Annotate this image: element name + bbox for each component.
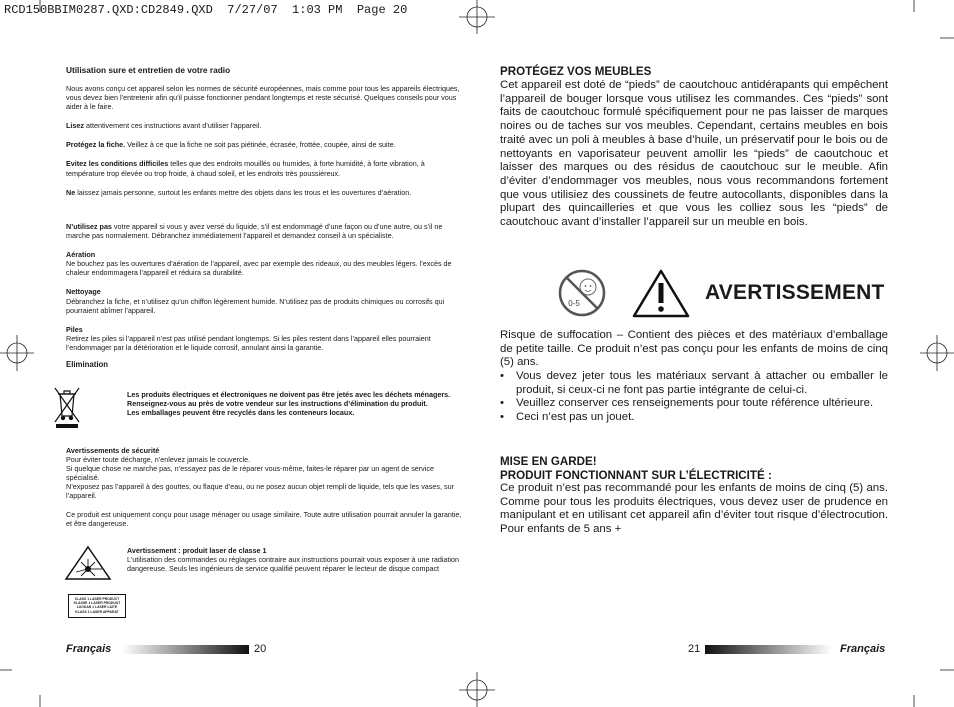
left-footer-language: Français xyxy=(66,643,112,655)
warning-bullets xyxy=(500,370,888,425)
intro-text: Nous avons conçu cet appareil selon les normes de sécurité européennes, mais comme pour tous les appareils électriques, vous devez bien l’entretenir afin qu’il puisse fonctionner pendant longtemps et reste sécurisé. Quelques conseils pour vous aider à le faire. xyxy=(66,84,460,112)
crosshair-icon xyxy=(459,0,495,34)
no-children-0-5-icon xyxy=(556,268,608,318)
right-footer-language: Français xyxy=(840,643,886,655)
laser-warning-icon xyxy=(64,545,112,581)
elimination-text: Les produits électriques et électroniques ne doivent pas être jetés avec les déchets ménagers. Renseignez-vous au près de votre vendeur sur les instructions d’élimination du produit. Les emballages peuvent être recyclés dans les conteneurs locaux. xyxy=(127,390,451,418)
right-page-number: 21 xyxy=(688,643,701,655)
left-page-number: 20 xyxy=(254,643,267,655)
left-title: Utilisation sure et entretien de votre radio xyxy=(66,65,231,75)
left-safety-text xyxy=(66,84,462,207)
crosshair-icon xyxy=(920,335,954,371)
left-footer-bar xyxy=(122,645,249,654)
list-item: • Ceci n’est pas un jouet. xyxy=(500,411,888,425)
elimination-title: Elimination xyxy=(66,360,109,369)
nutilisez-paragraph: N’utilisez pas votre appareil si vous y avez versé du liquide, s’il est endommagé d’une façon ou d’une autre, ou s’il ne marche pas normalement. Débranchez immédiatement l’appareil et demandez conseil à un spécialiste. xyxy=(66,222,443,241)
evitez-paragraph: Evitez les conditions difficiles telles que des endroits mouillés ou humides, à forte humidité, à forte vibration, à température trop élevée ou trop froide, à chaud soleil, et les endroits très poussiéreux. xyxy=(66,159,425,178)
garde-title: MISE EN GARDE! PRODUIT FONCTIONNANT SUR L’ÉLECTRICITÉ : xyxy=(500,455,772,482)
weee-bin-icon xyxy=(52,384,82,430)
aeration-paragraph: Aération Ne bouchez pas les ouvertures d’aération de l’appareil, avec par exemple des rideaux, ou des meubles légers. l’excès de chaleur endommagera l’appareil et réduira sa durabilité. xyxy=(66,250,452,278)
laser-product-label: CLASS 1 LASER PRODUCT KLASSE 1 LASER PRODUKT LUOKAN 1 LASER LAITE KLASS 1 LASER APPARAT xyxy=(68,594,126,618)
lisez-paragraph: Lisez attentivement ces instructions avant d’utiliser l’appareil. xyxy=(66,121,262,131)
warning-text: Risque de suffocation – Contient des pièces et des matériaux d’emballage de petite taille. Ce produit n’est pas conçu pour les enfants de moins de cinq (5) ans. xyxy=(500,329,888,369)
crosshair-icon xyxy=(459,672,495,707)
garde-text: Ce produit n’est pas recommandé pour les enfants de moins de cinq (5) ans. Comme pour tous les produits électriques, vous devez user de prudence en manipulant et en utilisant cet appareil afin d’éviter tout risque d’électrocution. Pour enfants de 5 ans + xyxy=(500,482,888,536)
svg-text:0-5: 0-5 xyxy=(568,299,580,308)
list-item: • Veuillez conserver ces renseignements pour toute référence ultérieure. xyxy=(500,397,888,411)
crosshair-icon xyxy=(0,335,34,371)
left-maintenance-text xyxy=(66,222,462,362)
meubles-title: PROTÉGEZ VOS MEUBLES xyxy=(500,65,652,78)
ne-paragraph: Ne laissez jamais personne, surtout les enfants mettre des objets dans les trous et les ouvertures d’aération. xyxy=(66,187,412,197)
right-footer-bar xyxy=(705,645,832,654)
warning-triangle-icon xyxy=(631,268,691,318)
avertissements-block: Avertissements de sécurité Pour éviter toute décharge, n’enlevez jamais le couvercle. Si quelque chose ne marche pas, n’essayez pas de le réparer vous-même, faites-le réparer par un agent de service spécialisé. N’exposez pas l’appareil à des gouttes, ou flaque d’eau, ou ne posez aucun objet rempli de liquide, tels que les vases, sur l’appareil. Ce produit est uniquement conçu pour usage ménager ou usage similaire. Toute autre utilisation pourrait annuler la garantie, et être dangereuse. xyxy=(66,446,462,528)
meubles-text: Cet appareil est doté de “pieds” de caoutchouc antidérapants qui empêchent l’appareil de bouger lorsque vous utilisez les commandes. Ces “pieds” sont faits de caoutchouc formulé spécifiquement pour ne pas laisser de marques noires ou de taches sur vos meubles. Cependant, certains meubles en bois traité avec un poli à meubles à base d’huile, un préservatif pour le bois ou de nettoyants en vaporisateur peuvent amollir les “pieds” de caoutchouc et laisser des marques ou des résidus de caoutchouc sur le meuble. Afin d’éviter d’endommager vos meubles, nous vous recommandons fortement que vous utilisiez des coussinets de feutre autocollants, disponibles dans la plupart des quincailleries et que vous les colliez sous les “pieds” de caoutchouc avant d’installer l’appareil sur un meuble en bois. xyxy=(500,79,888,229)
laser-text: Avertissement : produit laser de classe 1 L’utilisation des commandes ou réglages contraire aux instructions pourrait vous exposer à une radiation dangereuse. Seuls les ingénieurs de service qualifié peuvent réparer le lecteur de disque compact xyxy=(127,546,460,574)
warning-title: AVERTISSEMENT xyxy=(705,281,885,304)
piles-paragraph: Piles Retirez les piles si l’appareil n’est pas utilisé pendant longtemps. Si les piles restent dans l’appareil elles pourraient l’endommager par la détérioration et le liquide corrosif, annulant ainsi la garantie. xyxy=(66,324,431,352)
list-item: • Vous devez jeter tous les matériaux servant à attacher ou emballer le produit, si ceux-ci ne font pas partie intégrante de celui-ci. xyxy=(500,370,888,397)
print-header: RCD150BBIM0287.QXD:CD2849.QXD 7/27/07 1:03 PM Page 20 xyxy=(4,3,408,17)
nettoyage-paragraph: Nettoyage Débranchez la fiche, et n’utilisez qu’un chiffon légèrement humide. N’utilisez pas de produits chimiques ou corrosifs qui pourraient abîmer l’appareil. xyxy=(66,287,445,315)
protegez-paragraph: Protégez la fiche. Veillez à ce que la fiche ne soit pas piétinée, écrasée, frottée, coupée, ainsi de suite. xyxy=(66,140,396,150)
